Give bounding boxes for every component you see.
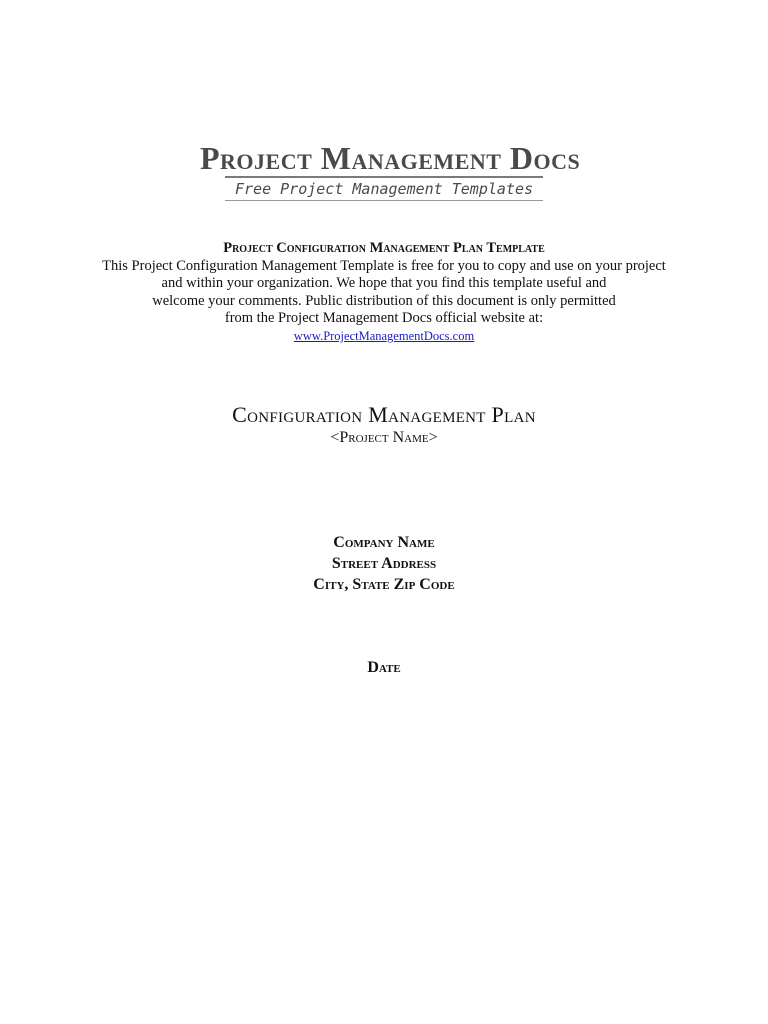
intro-line-4: from the Project Management Docs official website at: — [224, 310, 544, 327]
intro-heading: Project Configuration Management Plan Template — [223, 240, 545, 256]
title-block — [60, 402, 708, 448]
street-address: Street Address — [331, 555, 437, 572]
logo-rule-bottom — [225, 200, 543, 201]
logo-title: Project Management Docs — [200, 140, 581, 176]
website-link[interactable]: www.ProjectManagementDocs.com — [293, 328, 475, 343]
intro-line-3: welcome your comments. Public distribution of this document is only permitted — [152, 292, 616, 309]
document-title: Configuration Management Plan — [232, 402, 536, 427]
date: Date — [367, 659, 401, 676]
company-block — [60, 532, 708, 595]
project-name: <Project Name> — [330, 429, 438, 446]
logo-subtitle: Free Project Management Templates — [234, 180, 533, 198]
logo — [200, 140, 581, 201]
intro-line-1: This Project Configuration Management Template is free for you to copy and use on your project — [102, 257, 666, 274]
city-state-zip: City, State Zip Code — [313, 576, 455, 593]
company-name: Company Name — [333, 534, 435, 551]
intro-line-2: and within your organization. We hope that you find this template useful and — [161, 275, 607, 292]
intro-block — [60, 240, 708, 346]
